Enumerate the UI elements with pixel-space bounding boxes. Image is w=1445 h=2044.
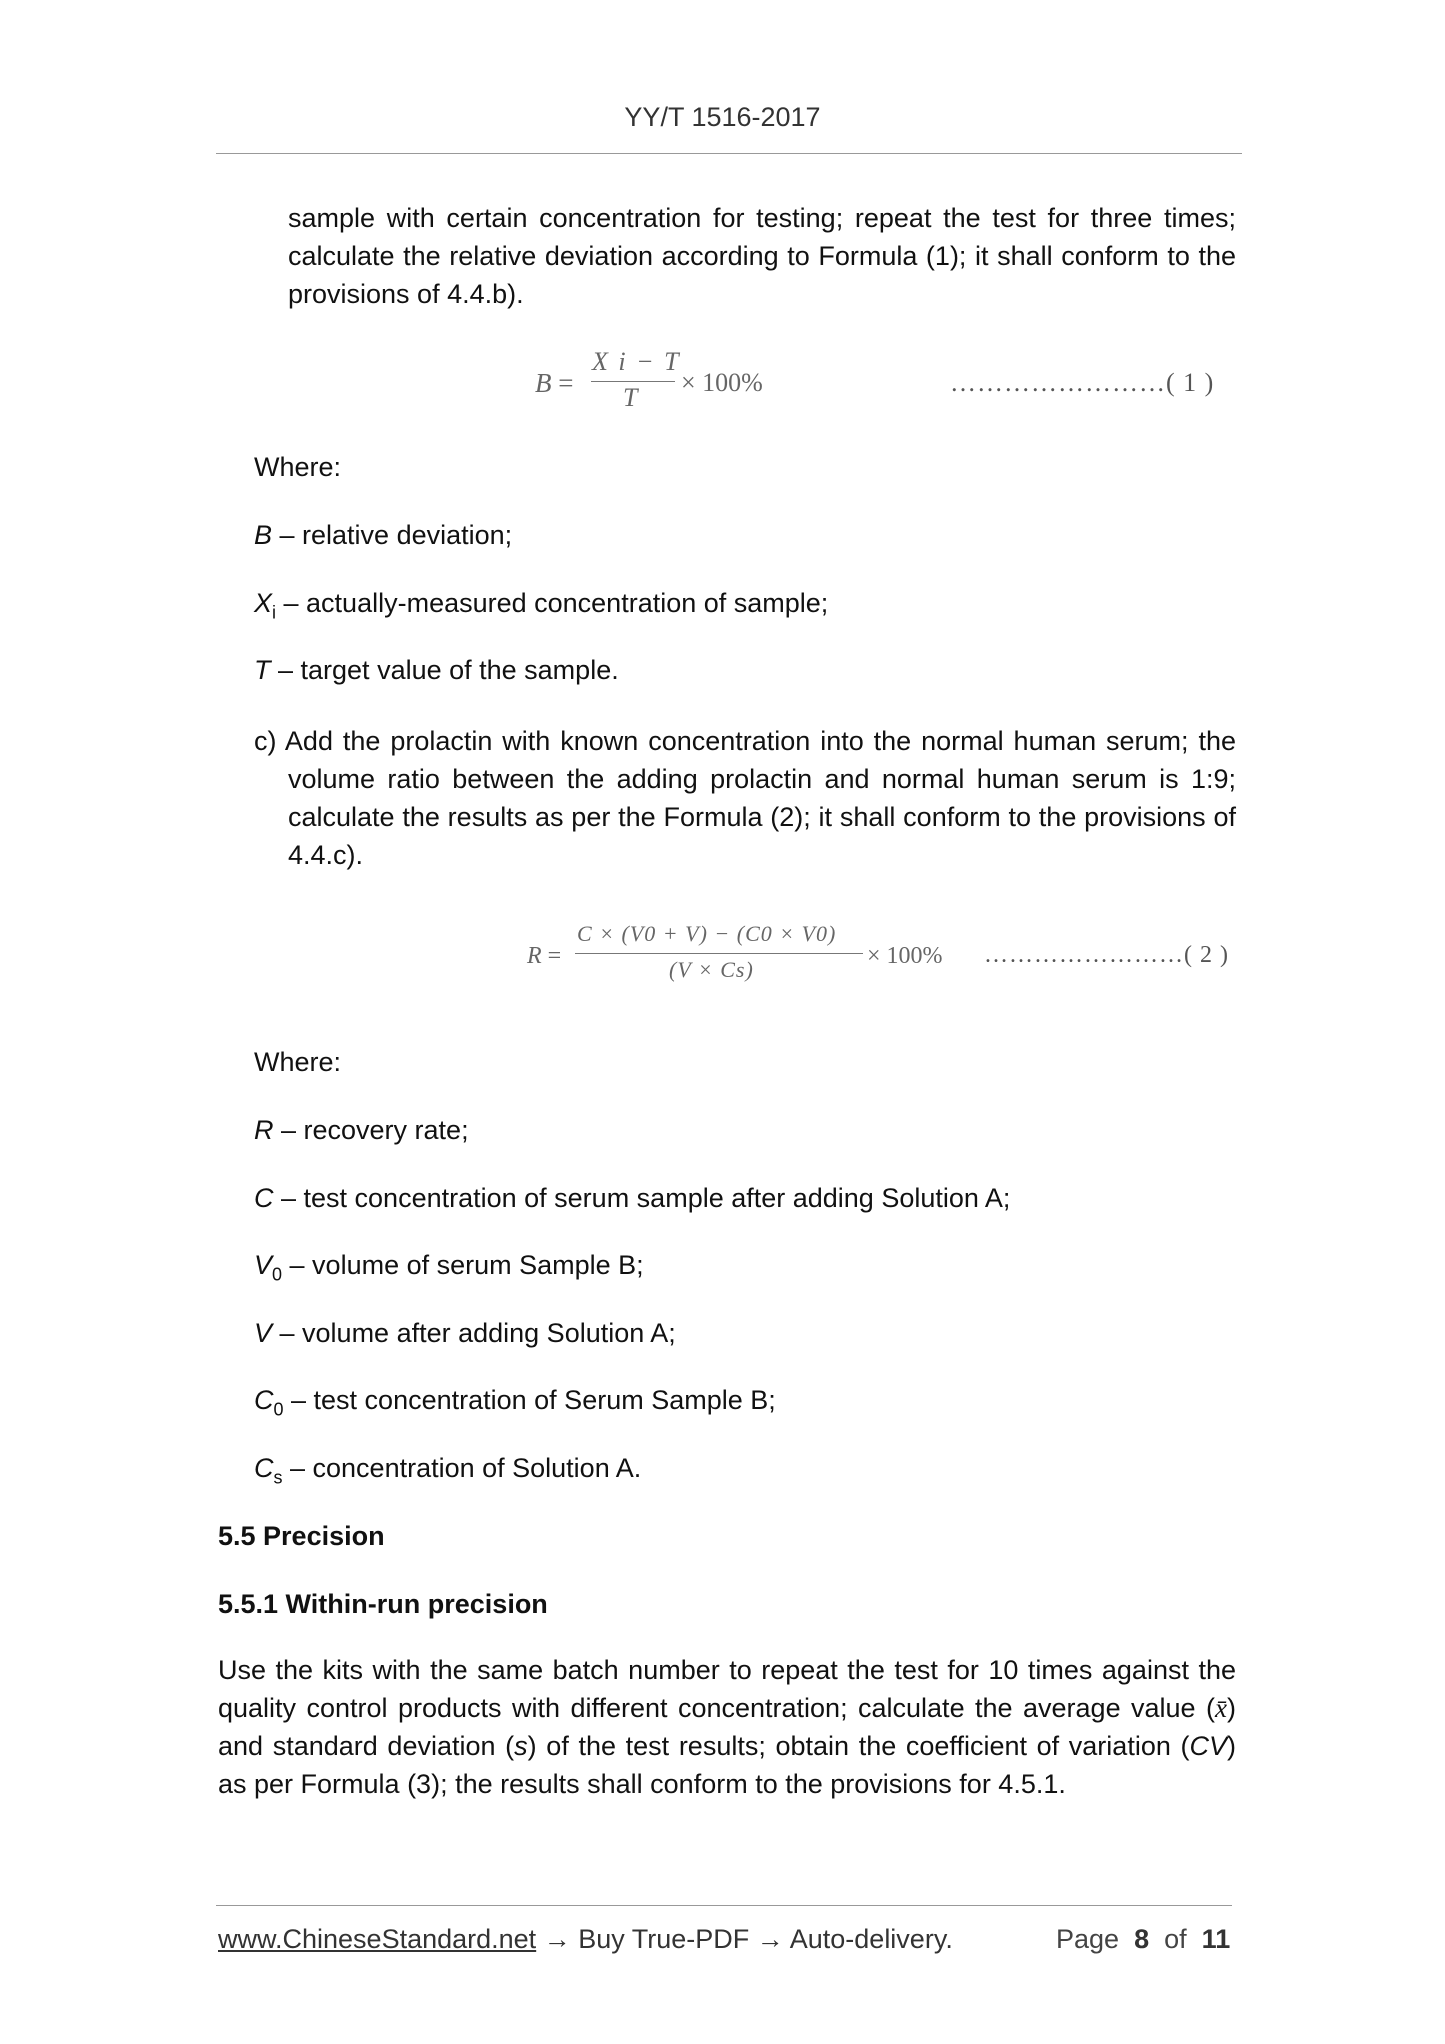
formula-2-fraction-bar	[575, 953, 863, 954]
where-item-T: T – target value of the sample.	[254, 655, 619, 685]
where-label-2: Where:	[254, 1047, 342, 1077]
footer-promo	[218, 1924, 953, 1955]
formula-1-leader: ……………………( 1 )	[950, 368, 1215, 397]
where-item-Cs: $C_s$ – concentration of Solution A.	[254, 1453, 642, 1488]
section-heading-5-5-1: 5.5.1 Within-run precision	[218, 1589, 548, 1619]
formula-1-label: ( 1 )	[1166, 368, 1215, 397]
footer-divider	[216, 1905, 1232, 1906]
document-header: YY/T 1516-2017	[624, 102, 821, 132]
intro-paragraph: sample with certain concentration for testing; repeat the test for three times; calculate the relative deviation according to Formula (1); it shall conform to the provisions of 4.4.b).	[288, 203, 1236, 309]
formula-1-fraction-bar	[591, 381, 675, 382]
formula-2-denominator: (V × Cs)	[669, 957, 754, 982]
where-item-V: V – volume after adding Solution A;	[254, 1318, 676, 1348]
formula-1-lhs: B	[535, 368, 552, 398]
where-item-C0: $C_0$ – test concentration of Serum Sample B;	[254, 1385, 776, 1420]
formula-2-label: ( 2 )	[1184, 942, 1229, 968]
where-label-1: Where:	[254, 452, 342, 482]
item-c-paragraph: c) Add the prolactin with known concentration into the normal human serum; the volume ratio between the adding prolactin and normal human serum is 1:9; calculate the results as per the Formula (2); it shall conform to the provisions of 4.4.c).	[254, 726, 1236, 870]
formula-1-numerator: X i − T	[592, 347, 681, 376]
where-item-B: B – relative deviation;	[254, 520, 513, 550]
formula-2: R = C × (V0 + V) − (C0 × V0) (V × Cs) × 100%	[527, 921, 943, 982]
page-indicator: Page 8 of 11	[1056, 1924, 1231, 1954]
precision-paragraph: Use the kits with the same batch number to repeat the test for 10 times against the quality control products with different concentration; calculate the average value (x̄) and standard deviation (s) of the test results; obtain the coefficient of variation (CV) as per Formula (3); the results shall conform to the provisions for 4.5.1.	[218, 1655, 1237, 1799]
formula-2-numerator: C × (V0 + V) − (C0 × V0)	[577, 921, 837, 946]
formula-1: B = X i − T T × 100%	[535, 347, 763, 412]
formula-2-factor: × 100%	[867, 943, 943, 969]
where-item-V0: $V_0$ – volume of serum Sample B;	[254, 1250, 644, 1285]
formula-2-leader: ……………………( 2 )	[984, 942, 1229, 968]
formula-1-factor: × 100%	[681, 368, 763, 397]
where-item-Xi: $X_i$ – actually-measured concentration of sample;	[254, 588, 829, 623]
site-link[interactable]: www.ChineseStandard.net	[218, 1924, 537, 1954]
section-heading-5-5: 5.5 Precision	[218, 1521, 385, 1551]
header-divider	[216, 153, 1242, 154]
where-item-R: R – recovery rate;	[254, 1115, 469, 1145]
where-item-C: C – test concentration of serum sample after adding Solution A;	[254, 1183, 1011, 1213]
footer-tagline: → Buy True-PDF → Auto-delivery.	[536, 1924, 953, 1954]
formula-2-lhs: R	[527, 943, 542, 969]
formula-1-denominator: T	[623, 383, 638, 412]
